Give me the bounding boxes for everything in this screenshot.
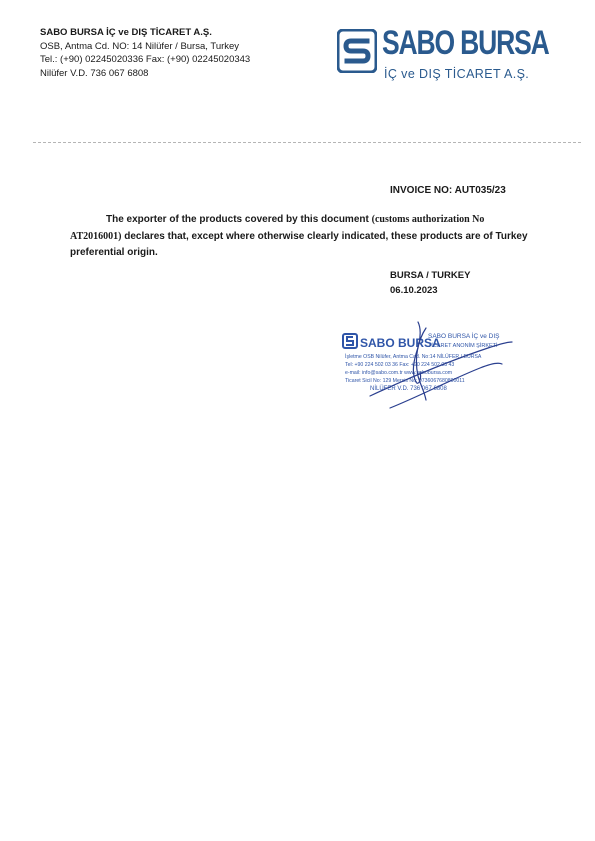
stamp-line6: Ticaret Sicil No: 129 Mersis No: 0736067680800011 [345,378,465,384]
invoice-number-line [390,185,506,196]
logo-title: SABO BURSA [382,24,549,62]
sabo-logo-mark-icon [337,29,377,73]
company-phone-fax: Tel.: (+90) 02245020336 Fax: (+90) 02245020343 [40,54,251,66]
declaration-part1: The exporter of the products covered by this document [106,214,372,225]
stamp-line1: SABO BURSA İÇ ve DIŞ [428,333,500,340]
stamp-brand: SABO BURSA [360,336,441,350]
stamp-line4: Tel: +90 224 502 03 36 Fax: +90 224 502 03 43 [345,362,455,368]
company-tax-office: Nilüfer V.D. 736 067 6808 [40,67,149,79]
company-header [40,26,250,80]
origin-declaration [70,212,530,262]
stamp-line2: TİCARET ANONİM ŞİRKETİ [428,343,498,349]
stamp-line3: İşletme OSB Nilüfer, Antma Cad. No:14 NİLÜFER / BURSA [345,354,482,360]
place-and-date [390,269,470,298]
logo-subtitle: İÇ ve DIŞ TİCARET A.Ş. [384,67,530,81]
stamp-line7: NİLÜFER V.D. 736 067 6808 [370,386,447,392]
stamp-line5: e-mail: info@sabo.com.tr www.sabobursa.com [345,370,453,376]
header-divider [33,142,581,143]
company-stamp-signature [330,320,520,412]
invoice-number: AUT035/23 [454,185,506,196]
company-logo [337,24,562,83]
place: BURSA / TURKEY [390,270,471,281]
invoice-label: INVOICE NO: [390,185,453,196]
customs-authorization: (customs authorization No AT2016001) [70,214,485,242]
company-name: SABO BURSA İÇ ve DIŞ TİCARET A.Ş. [40,27,212,38]
company-address: OSB, Antma Cd. NO: 14 Nilüfer / Bursa, Turkey [40,40,240,52]
declaration-part3: declares that, except where otherwise clearly indicated, these products are of Turkey preferential origin. [70,230,528,258]
date: 06.10.2023 [390,284,438,296]
